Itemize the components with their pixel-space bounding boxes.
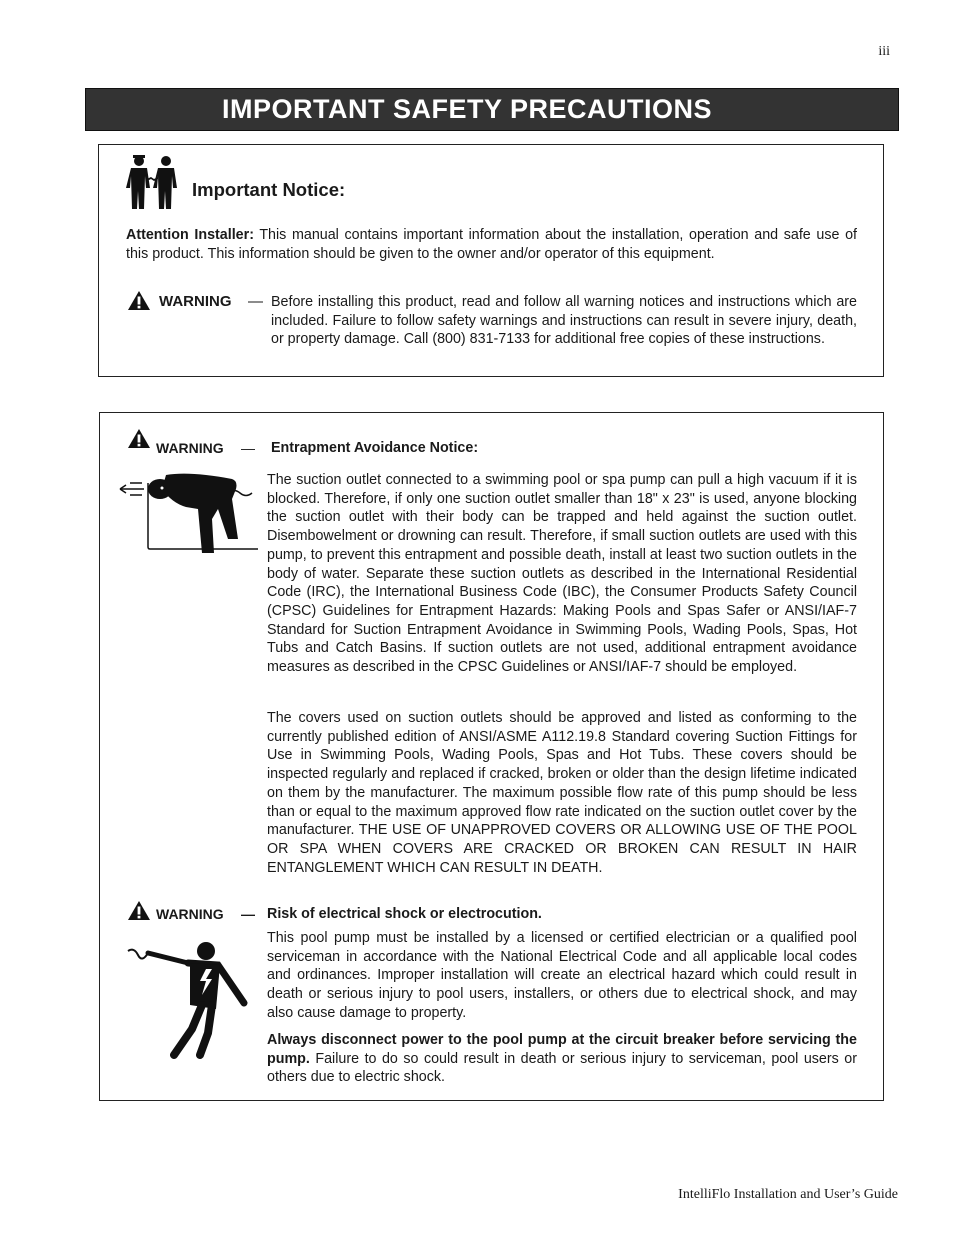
electric-shock-person-icon [126,939,256,1059]
attention-paragraph [126,226,857,263]
warning-triangle-icon [127,290,151,311]
electrical-disconnect-bold: Always disconnect power to the pool pump at the circuit breaker before servicing the pump. [267,1032,857,1067]
title-bar [85,88,899,131]
page-number: iii [878,44,890,59]
electrical-paragraph-2 [267,1031,857,1087]
entrapment-warning-label: WARNING [156,440,224,456]
entrapment-paragraph-1: The suction outlet connected to a swimming pool or spa pump can pull a high vacuum if it is blocked. Therefore, if only one suction outlet smaller than 18" x 23" is used, anyone blocking the suction outlet with their body can be trapped and held against the suction outlet. Disembowelment or drowning can result. Therefore, if small suction outlets are used with this pump, to prevent this entrapment and possible death, install at least two suction outlets in the body of water. Separate these suction outlets as described in the International Residential Code (IRC), the International Business Code (IBC), the Consumer Products Safety Council (CPSC) Guidelines for Entrapment Hazards: Making Pools and Spas Safer or ANSI/IAF-7 Standard for Suction Entrapment Avoidance in Swimming Pools, Wading Pools, Spas, Hot Tubs and Catch Basins. If suction outlets are not used, additional entrapment avoidance measures as described in the CPSC Guidelines or ANSI/IAF-7 should be employed. [267,472,857,676]
electrical-disconnect-text: Failure to do so could result in death or serious injury to serviceman, pool users or others due to electric shock. [267,1050,857,1086]
notice-heading: Important Notice: [192,179,346,200]
suction-entrapment-icon [116,469,260,553]
warnings-box [99,412,884,1101]
warning-triangle-icon [127,900,151,921]
electrical-warning-dash: — [241,906,255,922]
notice-warning-label: WARNING [159,293,232,310]
notice-warning-text: Before installing this product, read and follow all warning notices and instructions which are included. Failure to follow safety warnings and instructions can result in severe injury, death, or property damage. Call (800) 831-7133 for additional free copies of these instructions. [271,294,857,348]
notice-warning-dash: — [248,293,263,310]
entrapment-heading: Entrapment Avoidance Notice: [271,440,479,456]
attention-text: This manual contains important information about the installation, operation and safe use of this product. This information should be given to the owner and/or operator of this equipment. [126,227,857,262]
entrapment-paragraph-2: The covers used on suction outlets should be approved and listed as conforming to the currently published edition of ANSI/ASME A112.19.8 Standard covering Suction Fittings for Use in Swimming Pools, Wading Pools, Spas and Hot Tubs. These covers should be inspected regularly and replaced if cracked, broken or older than the design lifetime indicated on them by the manufacturer. The maximum possible flow rate of this pump should be less than or equal to the maximum approved flow rate indicated on the suction outlet cover by the manufacturer. THE USE OF UNAPPROVED COVERS OR ALLOWING USE OF THE POOL OR SPA WHEN COVERS ARE CRACKED OR BROKEN CAN RESULT IN HAIR ENTANGLEMENT WHICH CAN RESULT IN DEATH. [267,710,857,876]
electrical-heading: Risk of electrical shock or electrocution. [267,906,542,922]
attention-label: Attention Installer: [126,227,254,243]
warning-triangle-icon [127,428,151,449]
important-notice-box [98,144,884,377]
footer-guide-title: IntelliFlo Installation and User’s Guide [678,1187,898,1202]
electrical-warning-label: WARNING [156,906,224,922]
page-title: IMPORTANT SAFETY PRECAUTIONS [222,94,713,124]
electrical-paragraph-1: This pool pump must be installed by a licensed or certified electrician or a qualified pool serviceman in accordance with the National Electrical Code and all applicable local codes and ordinances. Improper installation will create an electrical hazard which could result in death or serious injury to pool users, installers, or others due to electrical shock, and may also cause damage to property. [267,930,857,1021]
installer-people-icon [125,153,181,211]
entrapment-warning-dash: — [241,440,255,456]
